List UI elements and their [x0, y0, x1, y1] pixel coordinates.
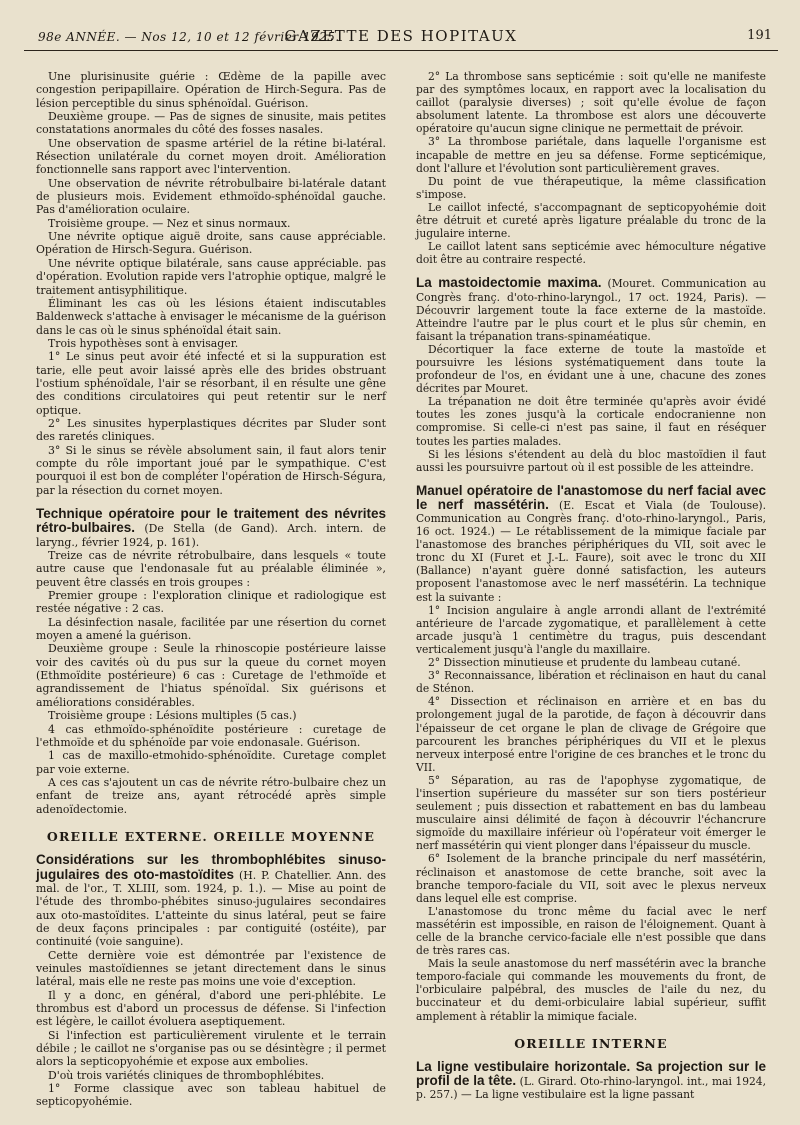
article-title: Manuel opératoire de l'anastomose du nerf facial avec le nerf massétérin. [416, 482, 766, 512]
paragraph: 1° Forme classique avec son tableau habituel de septicopyohémie. [36, 1082, 386, 1109]
paragraph: La désinfection nasale, facilitée par une résertion du cornet moyen a amené la guérison. [36, 615, 386, 643]
paragraph: Trois hypothèses sont à envisager. [48, 336, 239, 350]
article-title: Technique opératoire pour le traitement des névrites rétro-bulbaires. [36, 506, 386, 536]
paragraph: D'où trois variétés cliniques de thrombophlébites. [48, 1068, 325, 1082]
paragraph: Du point de vue thérapeutique, la même classification s'impose. [416, 174, 766, 201]
paragraph: 2° La thrombose sans septicémie : soit qu'elle ne manifeste par des symptômes locaux, en rapport avec la localisation du caillot (paralysie diverses) ; soit qu'elle évolue de façon absolument latente. La thrombose est alors une découverte opératoire qu'aucun signe clinique ne permettait de prévoir. [416, 70, 766, 136]
paragraph: Une névrite optique bilatérale, sans cause appréciable. pas d'opération. Evolution rapide vers l'atrophie optique, malgré le traitement antisyphilitique. [36, 256, 386, 297]
article-title: Considérations sur les thrombophlébites sinuso-jugulaires des oto-mastoïdites [36, 852, 386, 882]
paragraph: Treize cas de névrite rétrobulbaire, dans lesquels « toute autre cause que l'endonasale fut au préalable éliminée », peuvent être classés en trois groupes : [36, 549, 386, 589]
paragraph: Une plurisinusite guérie : Œdème de la papille avec congestion peripapillaire. Opération de Hirch-Segura. Pas de lésion perceptible du sinus sphénoïdal. Guérison. [36, 70, 386, 110]
left-column [36, 70, 386, 1109]
article-heading [416, 484, 766, 604]
paragraph: Mais la seule anastomose du nerf massétérin avec la branche temporo-faciale qui commande les mouvements du front, de l'orbiculaire palpébral, des muscles de l'aile du nez, du buccinateur et du demi-orbiculaire labial supérieur, suffit amplement à rétablir la mimique faciale. [416, 957, 766, 1023]
page-number: 191 [747, 28, 772, 43]
section-heading: OREILLE EXTERNE. OREILLE MOYENNE [46, 828, 376, 844]
paragraph: Premier groupe : l'exploration clinique et radiologique est restée négative : 2 cas. [36, 589, 386, 616]
page-header [24, 26, 778, 51]
paragraph: Une observation de spasme artériel de la rétine bi-latéral. Résection unilatérale du cornet moyen droit. Amélioration fonctionnelle sans rapport avec l'intervention. [36, 136, 386, 177]
paragraph: 3° La thrombose pariétale, dans laquelle l'organisme est incapable de mettre en jeu sa défense. Forme septicémique, dont l'allure et l'évolution sont particulièrement graves. [416, 135, 766, 175]
paragraph: L'anastomose du tronc même du facial avec le nerf massétérin est impossible, en raison de l'éloignement. Quant à celle de la branche cervico-faciale elle n'est possible que dans de très rares cas. [416, 904, 766, 958]
article-title: La mastoidectomie maxima. [416, 275, 602, 291]
journal-title: GAZETTE DES HOPITAUX [284, 27, 518, 45]
article-heading [416, 276, 766, 342]
right-column [416, 70, 766, 1101]
article-reference: (H. P. Chatellier. Ann. des mal. de l'or., T. XLIII, som. 1924, p. 1.). [36, 868, 386, 895]
paragraph: 6° Isolement de la branche principale du nerf massétérin, réclinaison et anastomose de cette branche, soit avec la branche temporo-faciale du VII, soit avec le plexus nerveux dans lequel elle est comprise. [416, 852, 766, 905]
paragraph: 4° Dissection et réclinaison en arrière et en bas du prolongement jugal de la parotide, de façon à découvrir dans l'épaisseur de cet organe le plan de clivage de Grégoire que parcourent les branches périphériques du VII et le plexus nerveux interposé entre l'origine de ces branches et le tronc du VII. [416, 695, 766, 774]
article-lead: — Mise au point de l'étude des thrombo-phébites sinuso-jugulaires secondaires aux oto-mastoïdites. L'atteinte du sinus latéral, peut se faire de deux façons principales : par contiguité (ostéite), par continuité (voie sanguine). [36, 881, 386, 949]
article-heading [36, 853, 386, 948]
article-lead: — Le rétablissement de la mimique faciale par l'anastomose des branches périphériques du VII, soit avec le tronc du XI (Furet et J.-L. Faure), soit avec le tronc du XII (Ballance) n'ayant guère donné satisfaction, les auteurs proposent l'anastomose avec le nerf massétérin. La technique est la suivante : [416, 525, 766, 604]
paragraph: Le caillot latent sans septicémie avec hémoculture négative doit être au contraire respecté. [416, 240, 766, 267]
paragraph: Il y a donc, en général, d'abord une peri-phlébite. Le thrombus est d'abord un processus de défense. Si l'infection est légère, le caillot évoluera aseptiquement. [36, 988, 386, 1029]
article-reference: (L. Girard. Oto-rhino-laryngol. int., mai 1924, p. 257.) [416, 1074, 766, 1101]
paragraph: La trépanation ne doit être terminée qu'après avoir évidé toutes les zones jusqu'à la corticale endocranienne non compromise. Si celle-ci n'est pas saine, il faut en réséquer toutes les parties malades. [416, 395, 766, 448]
article-heading [36, 507, 386, 549]
paragraph: 2° Dissection minutieuse et prudente du lambeau cutané. [428, 656, 741, 670]
paragraph: Si les lésions s'étendent au delà du bloc mastoïdien il faut aussi les poursuivre partout où il est possible de les atteindre. [416, 447, 766, 474]
article-reference: (De Stella (de Gand). Arch. intern. de laryng., février 1924, p. 161). [36, 522, 386, 549]
article-lead: — La ligne vestibulaire est la ligne passant [461, 1087, 695, 1101]
article-title: La ligne vestibulaire horizontale. Sa projection sur le profil de la tête. [416, 1058, 766, 1088]
paragraph: Deuxième groupe : Seule la rhinoscopie postérieure laisse voir des cavités où du pus sur la queue du cornet moyen (Ethmoïdite postérieure) 6 cas : Curetage de l'ethmoïde et agrandissement de l'hiatus spénoïdal. Six guérisons et améliorations considérables. [36, 642, 386, 709]
article-heading [416, 1060, 766, 1101]
paragraph: Décortiquer la face externe de toute la mastoïde et poursuivre les lésions systématiquement dans toute la profondeur de l'os, en évidant une à une, chacune des zones décrites par Mouret. [416, 342, 766, 396]
paragraph: Éliminant les cas où les lésions étaient indiscutables Baldenweck s'attache à envisager le mécanisme de la guérison dans le cas où le sinus sphénoïdal était sain. [36, 296, 386, 337]
issue-date: 98e ANNÉE. — Nos 12, 10 et 12 février 1925. [38, 30, 340, 44]
section-heading: OREILLE INTERNE [514, 1035, 668, 1051]
paragraph: Une observation de névrite rétrobulbaire bi-latérale datant de plusieurs mois. Evidement ethmoïdo-sphénoïdal gauche. Pas d'amélioration oculaire. [36, 176, 386, 217]
paragraph: A ces cas s'ajoutent un cas de névrite rétro-bulbaire chez un enfant de treize ans, ayant rétrocédé après simple adenoïdectomie. [36, 775, 386, 816]
paragraph: 1° Le sinus peut avoir été infecté et si la suppuration est tarie, elle peut avoir laissé après elle des brides obstruant l'ostium sphénoïdale, l'air se résorbant, il en résulte une gêne des conditions circulatoires qui peut retentir sur le nerf optique. [36, 350, 386, 417]
article-lead: — Découvrir largement toute la face externe de la mastoïde. Atteindre l'autre par le plus court et le plus sûr chemin, en faisant la trépanation trans-spinaméatique. [416, 290, 766, 343]
paragraph: Une névrite optique aiguë droite, sans cause appréciable. Opération de Hirsch-Segura. Guérison. [36, 230, 386, 257]
article-reference: (Mouret. Communication au Congrès franç. d'oto-rhino-laryngol., 17 oct. 1924, Paris). [416, 277, 766, 304]
paragraph: 5° Séparation, au ras de l'apophyse zygomatique, de l'insertion supérieure du masséter sur son tiers postérieur seulement ; puis dissection et rabattement en bas du lambeau musculaire ainsi délimité de façon à découvrir l'échancrure sigmoïde du maxillaire inférieur où l'opérateur voit émerger le nerf massétérin qui vient plonger dans l'épaisseur du muscle. [416, 773, 766, 853]
paragraph: Troisième groupe : Lésions multiples (5 cas.) [48, 709, 297, 723]
paragraph: Le caillot infecté, s'accompagnant de septicopyohémie doit être détruit et cureté après ligature préalable du tronc de la jugulaire interne. [416, 200, 766, 241]
paragraph: 1 cas de maxillo-etmohido-sphénoïdite. Curetage complet par voie externe. [36, 749, 386, 776]
paragraph: 1° Incision angulaire à angle arrondi allant de l'extrémité antérieure de l'arcade zygomatique, et parallèlement à cette arcade jusqu'à 1 centimètre du tragus, puis descendant verticalement jusqu'à l'angle du maxillaire. [416, 603, 766, 656]
paragraph: Si l'infection est particulièrement virulente et le terrain débile ; le caillot ne s'organise pas ou se désintègre ; il permet alors la septicopyohémie et expose aux embolies. [36, 1028, 386, 1069]
paragraph: 3° Reconnaissance, libération et réclinaison en haut du canal de Sténon. [416, 669, 766, 696]
paragraph: 2° Les sinusites hyperplastiques décrites par Sluder sont des raretés cliniques. [36, 416, 386, 444]
article-reference: (E. Escat et Viala (de Toulouse). Communication au Congrès franç. d'oto-rhino-laryngol., Paris, 16 oct. 1924.) [416, 498, 766, 539]
paragraph: Deuxième groupe. — Pas de signes de sinusite, mais petites constatations anormales du côté des fosses nasales. [36, 110, 386, 137]
paragraph: 4 cas ethmoïdo-sphénoïdite postérieure : curetage de l'ethmoïde et du sphénoïde par voie endonasale. Guérison. [36, 722, 386, 749]
paragraph: Cette dernière voie est démontrée par l'existence de veinules mastoïdiennes se jetant directement dans le sinus latéral, mais elle ne reste pas moins une voie d'exception. [36, 948, 386, 989]
paragraph: Troisième groupe. — Nez et sinus normaux. [48, 216, 291, 230]
paragraph: 3° Si le sinus se révèle absolument sain, il faut alors tenir compte du rôle important joué par le sympathique. C'est pourquoi il est bon de compléter l'opération de Hirsch-Ségura, par la résection du cornet moyen. [36, 443, 386, 497]
